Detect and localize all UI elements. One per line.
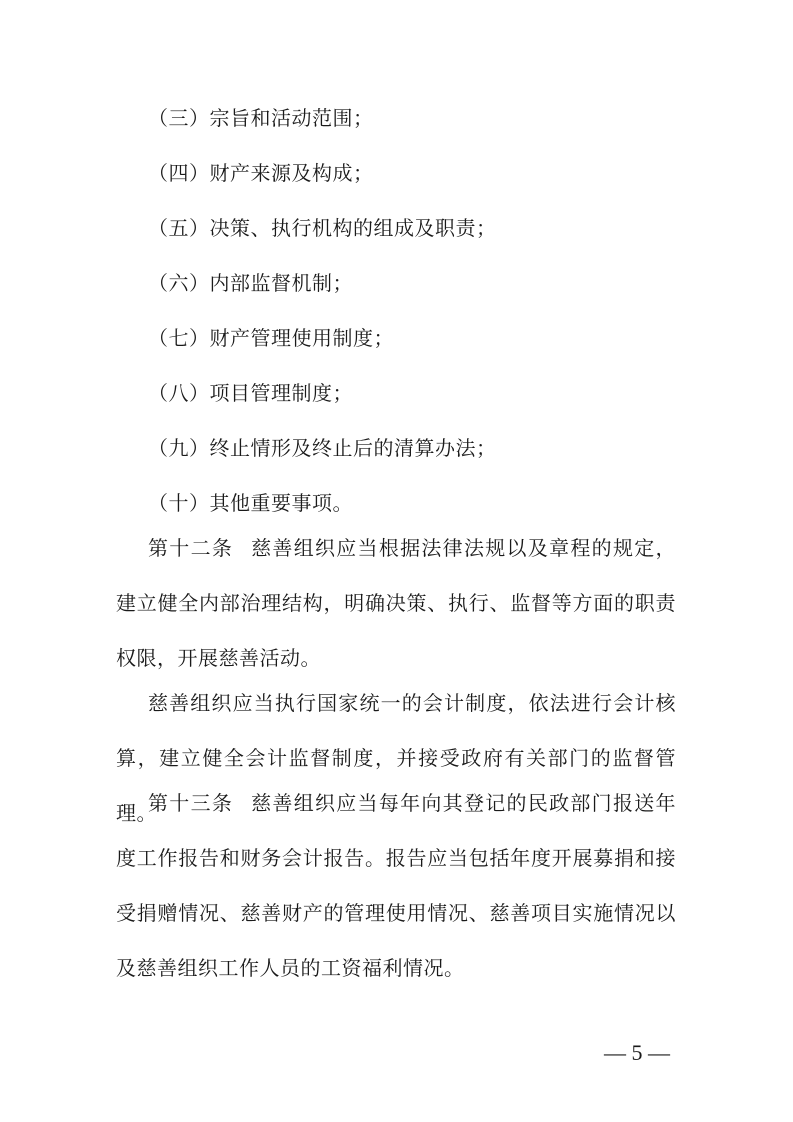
- list-item: （四）财产来源及构成；: [148, 161, 374, 185]
- list-item: （六）内部监督机制；: [148, 271, 353, 295]
- page-number: — 5 —: [604, 1040, 670, 1065]
- list-item: （八）项目管理制度；: [148, 381, 353, 405]
- list-item: （十）其他重要事项。: [148, 491, 353, 515]
- article-13-paragraph: [116, 776, 676, 996]
- paragraph-text: 慈善组织应当执行国家统一的会计制度，依法进行会计核算，建立健全会计监督制度，并接受政府有关部门的监督管理。: [116, 691, 676, 825]
- article-number: 第十二条: [148, 536, 234, 560]
- list-item: （九）终止情形及终止后的清算办法；: [148, 436, 497, 460]
- article-12-paragraph: [116, 521, 676, 686]
- list-item: （三）宗旨和活动范围；: [148, 106, 374, 130]
- article-number: 第十三条: [148, 791, 234, 815]
- article-text: 慈善组织应当每年向其登记的民政部门报送年度工作报告和财务会计报告。报告应当包括年度开展募捐和接受捐赠情况、慈善财产的管理使用情况、慈善项目实施情况以及慈善组织工作人员的工资福利情况。: [116, 791, 677, 980]
- list-item: （七）财产管理使用制度；: [148, 326, 394, 350]
- article-text: 慈善组织应当根据法律法规以及章程的规定，建立健全内部治理结构，明确决策、执行、监督等方面的职责权限，开展慈善活动。: [116, 536, 677, 670]
- list-item: （五）决策、执行机构的组成及职责；: [148, 216, 497, 240]
